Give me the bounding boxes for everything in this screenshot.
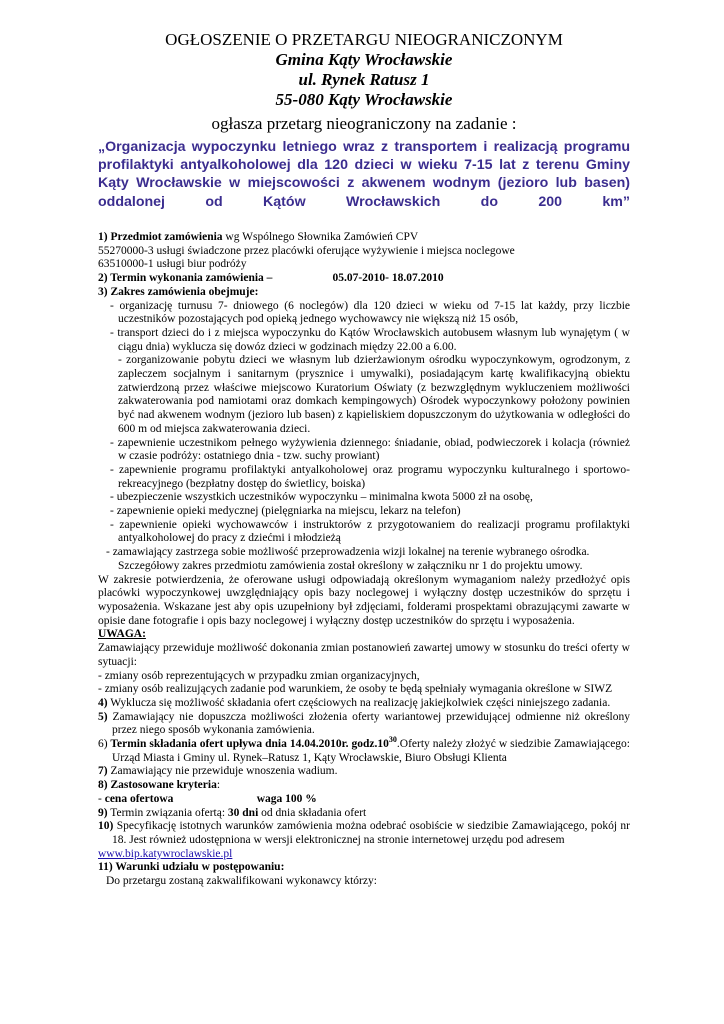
organization-city: 55-080 Kąty Wrocławskie — [275, 90, 453, 109]
scope-item: - zapewnienie uczestnikom pełnego wyżywienia dziennego: śniadanie, obiad, podwieczorek i kolacja (również w czasie podróży: ostatniego dnia - tzw. suchy prowiant) — [110, 436, 630, 463]
scope-item: - zorganizowanie pobytu dzieci we własnym lub dzierżawionym ośrodku wypoczynkowym, ogrodzonym, z zapleczem socjalnym i sanitarnym (prysznice i umywalki), posiadającym kartę kwalifikacyjną obiektu zatwierdzoną przez właściwe miejscowo Kuratorium Oświaty (z bezwzględnym wykluczeniem możliwości zakwaterowania pod namiotami oraz domkach kempingowych) Ośrodek wypoczynkowy położony powinien być nad akwenem wodnym (jezioro lub basen) z kąpieliskiem dopuszczonym do użytkowania w odległości do 600 m od miejsca zakwaterowania dzieci. — [118, 354, 630, 435]
task-title: „Organizacja wypoczynku letniego wraz z transportem i realizacją programu profilaktyki antyalkoholowej dla 120 dzieci w wieku 7-15 lat z terenu Gminy Kąty Wrocławskie w miejscowości z akwenem wodnym (jezioro lub basen) oddalonej od Kątów Wrocławskich do 200 km” — [98, 139, 630, 210]
section-2-label: 2) Termin wykonania zamówienia – — [98, 272, 273, 285]
offer-deadline: Termin składania ofert upływa dnia 14.04.2010r. godz.10 — [107, 738, 389, 751]
section-3 — [98, 286, 630, 574]
section-1-text: wg Wspólnego Słownika Zamówień CPV — [222, 231, 419, 244]
section-5: 5) Zamawiający nie dopuszcza możliwości złożenia oferty wariantowej przewidującej odmienne niż określony przez niego sposób wykonania zamówienia. — [98, 710, 630, 737]
scope-item: - zapewnienie opieki medycznej (pielęgniarka na miejscu, lekarz na telefon) — [110, 505, 461, 518]
section-8-label: 8) Zastosowane kryteria — [98, 779, 217, 792]
section-3-label: 3) Zakres zamówienia obejmuje: — [98, 285, 259, 298]
uwaga-bullet: - zmiany osób reprezentujących w przypadku zmian organizacyjnych, — [98, 669, 420, 682]
section-9: 9) Termin związania ofertą: 30 dni od dnia składania ofert — [98, 806, 367, 819]
section-11-label: 11) Warunki udziału w postępowaniu: — [98, 861, 285, 874]
section-7: 7) Zamawiający nie przewiduje wnoszenia wadium. — [98, 765, 338, 778]
scope-item: - zapewnienie programu profilaktyki antyalkoholowej oraz programu wypoczynku kulturalnego i sportowo-rekreacyjnego (bezpłatny dostęp do świetlicy, boiska) — [110, 463, 630, 490]
section-6: 6) Termin składania ofert upływa dnia 14.04.2010r. $godz.10^{30}.Oferty$ należy złożyć w siedzibie Zamawiającego: Urząd Miasta i Gminy ul. Rynek–Ratusz 1, Kąty Wrocławskie, Biuro Obsługi Klienta — [98, 735, 630, 764]
section-10: 10) Specyfikację istotnych warunków zamówienia można odebrać osobiście w siedzibie Zamawiającego, pokój nr 18. Jest również udostępniona w wersji elektronicznej na stronie internetowej urzędu pod adresem www.bip.katywroclawskie.pl — [98, 820, 630, 860]
announcement-line: ogłasza przetarg nieograniczony na zadanie : — [211, 114, 517, 133]
document-header — [98, 30, 630, 134]
scope-note-detail: Szczegółowy zakres przedmiotu zamówienia został określony w załączniku nr 1 do projektu umowy. — [118, 559, 583, 572]
scope-item: - ubezpieczenie wszystkich uczestników wypoczynku – minimalna kwota 5000 zł na osobę, — [110, 491, 533, 504]
scope-item: - organizację turnusu 7- dniowego (6 noclegów) dla 120 dzieci w wieku od 7-15 lat każdy, przy liczbie uczestników pozostających pod opieką jednego wychowawcy nie większą niż 15 osób, — [110, 299, 630, 326]
announcement-document — [98, 30, 630, 889]
organization-name: Gmina Kąty Wrocławskie — [275, 50, 453, 69]
organization-street: ul. Rynek Ratusz 1 — [298, 70, 430, 89]
section-11-text: Do przetargu zostaną zakwalifikowani wykonawcy którzy: — [106, 875, 377, 888]
document-title: OGŁOSZENIE O PRZETARGU NIEOGRANICZONYM — [165, 30, 563, 49]
uwaga-label: UWAGA: — [98, 628, 146, 641]
scope-note-visit: - zamawiający zastrzega sobie możliwość przeprowadzenia wizji lokalnej na terenie wybranego ośrodka. — [106, 546, 590, 559]
section-2-dates: 05.07-2010- 18.07.2010 — [332, 272, 444, 285]
scope-item: - zapewnienie opieki wychowawców i instruktorów z przygotowaniem do realizacji programu profilaktyki antyalkoholowej do pracy z dziećmi i młodzieżą — [110, 518, 630, 545]
bip-link[interactable]: www.bip.katywroclawskie.pl — [98, 847, 233, 860]
criterion-name: cena ofertowa — [104, 792, 174, 805]
section-1-label: 1) Przedmiot zamówienia — [98, 231, 223, 244]
section-1 — [98, 231, 630, 272]
section-4: 4) Wyklucza się możliwość składania ofert częściowych na realizację jakiejkolwiek części niniejszego zadania. — [98, 696, 611, 709]
cpv-code-2: 63510000-1 usługi biur podróży — [98, 258, 247, 271]
uwaga-section — [98, 628, 630, 697]
uwaga-text: Zamawiający przewiduje możliwość dokonania zmian postanowień zawartej umowy w stosunku do treści oferty w sytuacji: — [98, 642, 630, 668]
cpv-code-1: 55270000-3 usługi świadczone przez placówki oferujące wyżywienie i miejsca noclegowe — [98, 244, 515, 257]
scope-item: - transport dzieci do i z miejsca wypoczynku do Kątów Wrocławskich autobusem własnym lub wynajętym ( w ciągu dnia) wyklucza się dowóz dzieci w godzinach między 22.00 a 6.00. — [110, 326, 630, 353]
section-8: 8) Zastosowane kryteria: - cena ofertowa waga 100 % — [98, 779, 317, 805]
criterion-weight: waga 100 % — [256, 792, 317, 805]
uwaga-bullet: - zmiany osób realizujących zadanie pod warunkiem, że osoby te będą spełniały wymagania określone w SIWZ — [98, 683, 613, 696]
section-2 — [98, 272, 630, 286]
confirmation-paragraph: W zakresie potwierdzenia, że oferowane usługi odpowiadają określonym wymaganiom należy przedłożyć opis placówki wypoczynkowej uwzględniający opis bazy noclegowej i wyłączny dostęp uczestników do sprzętu i wyposażenia. Wskazane jest aby opis uzupełniony był zdjęciami, folderami prospektami obrazującymi zawarte w opisie dane fotografie i opis bazy noclegowej i wyłączny dostęp uczestników do sprzętu i wyposażenia. — [98, 573, 630, 627]
section-11 — [98, 861, 630, 888]
